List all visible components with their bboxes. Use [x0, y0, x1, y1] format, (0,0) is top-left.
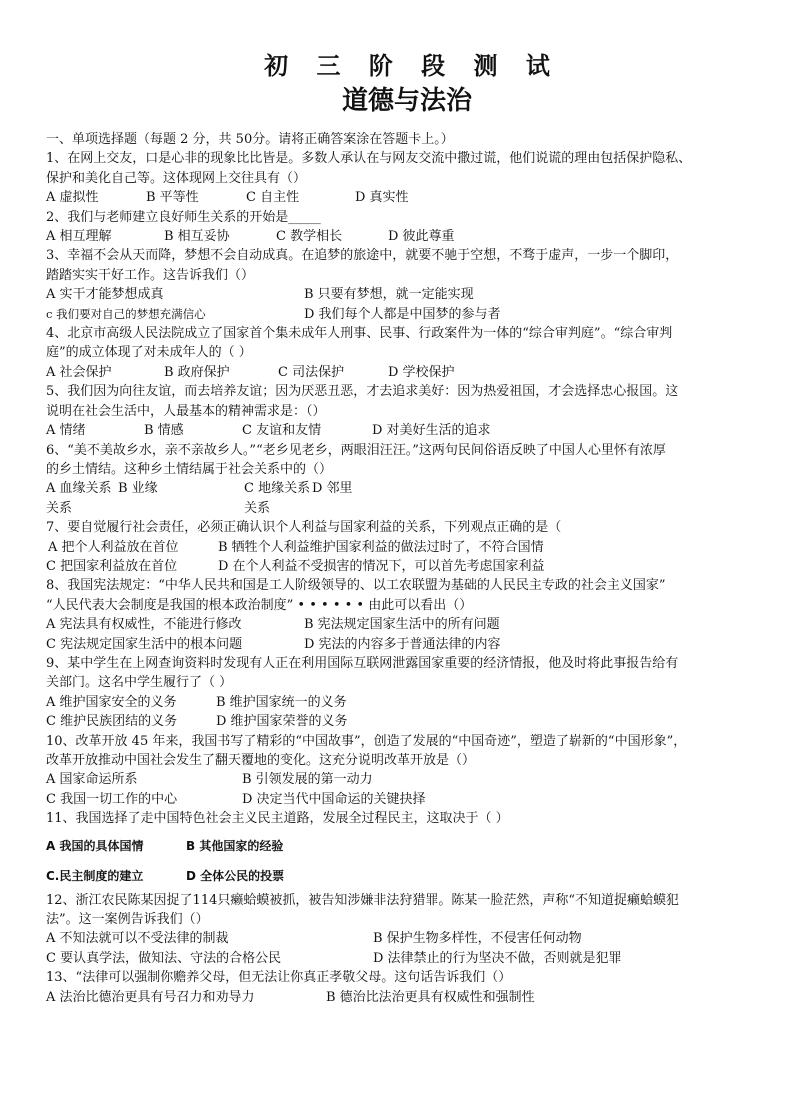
question-13-options-ab — [46, 988, 758, 1007]
question-13-stem: 13、“法律可以强制你赡养父母，但无法让你真正孝敬父母。这句话告诉我们（） — [46, 970, 512, 986]
option-a[interactable]: A 维护国家安全的义务 — [46, 694, 177, 710]
option-b[interactable]: B 引领发展的第一动力 — [242, 772, 373, 788]
option-d[interactable]: D 宪法的内容多于普通法律的内容 — [304, 636, 501, 652]
option-d[interactable]: D 维护国家荣誉的义务 — [216, 714, 348, 730]
option-a[interactable]: A 宪法具有权威性，不能进行修改 — [46, 617, 242, 633]
option-b-wrap: 关系 — [46, 500, 73, 516]
question-5-options — [46, 421, 758, 440]
option-d[interactable]: D 邻里 — [312, 481, 353, 497]
question-2-options — [46, 227, 758, 246]
question-6-options — [46, 479, 758, 498]
question-1-stem-cont: 保护和美化自己等。这体现网上交往具有（） — [46, 170, 307, 186]
option-c[interactable]: C 要认真学法，做知法、守法的合格公民 — [46, 950, 282, 966]
option-d[interactable]: D 全体公民的投票 — [186, 868, 285, 883]
option-d[interactable]: D 对美好生活的追求 — [372, 423, 491, 439]
option-b[interactable]: B 情感 — [144, 423, 184, 439]
question-3-stem-cont: 踏踏实实干好工作。这告诉我们（） — [46, 267, 255, 283]
question-7-options-ab — [46, 538, 758, 557]
option-a[interactable]: A 实干才能梦想成真 — [46, 287, 164, 303]
option-b[interactable]: B 保护生物多样性，不侵害任何动物 — [373, 931, 582, 947]
option-c[interactable]: C 教学相长 — [276, 229, 343, 245]
option-a[interactable]: A 相互理解 — [46, 229, 112, 245]
option-c[interactable]: C 自主性 — [246, 190, 300, 206]
question-6-stem-cont: 的乡土情结。这种乡土情结属于社会关系中的（） — [46, 461, 333, 477]
question-1-stem: 1、在网上交友，口是心非的现象比比皆是。多数人承认在与网友交流中撒过谎，他们说谎的理由包括保护隐私、 — [46, 151, 692, 167]
option-a[interactable]: A 我国的具体国情 — [46, 838, 144, 853]
exam-title: 初 三 阶 段 测 试 — [264, 52, 560, 80]
option-a[interactable]: A 法治比德治更具有号召力和劝导力 — [46, 989, 255, 1005]
question-6-options-wrap — [46, 499, 758, 518]
option-b[interactable]: B 政府保护 — [164, 364, 230, 380]
option-c[interactable]: c 我们要对自己的梦想充满信心 — [46, 306, 206, 321]
section-heading: 一、单项选择题（每题 2 分，共 50分。请将正确答案涂在答题卡上。） — [46, 132, 454, 147]
option-a[interactable]: A 国家命运所系 — [46, 772, 138, 788]
question-9-stem: 9、某中学生在上网查询资料时发现有人正在利用国际互联网泄露国家重要的经济情报，他及时将此事报告给有 — [46, 655, 679, 671]
option-c[interactable]: C.民主制度的建立 — [46, 868, 144, 883]
question-8-options-cd — [46, 635, 758, 654]
question-3-options-cd — [46, 305, 758, 324]
option-d[interactable]: D 决定当代中国命运的关键抉择 — [242, 791, 426, 807]
option-b[interactable]: B 维护国家统一的义务 — [216, 694, 347, 710]
question-12-stem-cont: 法”。这一案例告诉我们（） — [46, 912, 209, 928]
option-c-wrap: 关系 — [244, 500, 271, 516]
option-c[interactable]: C 友谊和友情 — [242, 423, 322, 439]
option-a[interactable]: A 社会保护 — [46, 364, 112, 380]
option-d[interactable]: D 我们每个人都是中国梦的参与者 — [304, 306, 501, 322]
question-3-stem: 3、幸福不会从天而降，梦想不会自动成真。在追梦的旅途中，就要不驰于空想，不骛于虚声，一步一个脚印， — [46, 248, 679, 264]
question-1-options — [46, 188, 758, 207]
option-b[interactable]: B 相互妥协 — [164, 229, 230, 245]
option-b[interactable]: B 业缘 — [118, 481, 158, 497]
question-5-stem-cont: 说明在社会生活中，人最基本的精神需求是：（） — [46, 403, 326, 419]
option-a[interactable]: A 把个人利益放在首位 — [48, 539, 179, 555]
option-b[interactable]: B 平等性 — [146, 190, 199, 206]
question-4-stem-cont: 庭”的成立体现了对未成年人的（ ） — [46, 345, 252, 361]
question-9-stem-cont: 关部门。这名中学生履行了（ ） — [46, 675, 233, 691]
option-a[interactable]: A 不知法就可以不受法律的制裁 — [46, 931, 229, 947]
question-7-stem: 7、要自觉履行社会责任，必须正确认识个人利益与国家利益的关系，下列观点正确的是（ — [46, 520, 562, 536]
question-10-stem: 10、改革开放 45 年来，我国书写了精彩的“中国故事”，创造了发展的“中国奇迹”，塑造了崭新的“中国形象”， — [46, 733, 687, 749]
question-8-stem-cont: “人民代表大会制度是我国的根本政治制度” • • • • • • 由此可以看出（） — [46, 597, 473, 613]
question-8-stem: 8、我国宪法规定：“中华人民共和国是工人阶级领导的、以工农联盟为基础的人民民主专政的社会主义国家” — [46, 578, 666, 594]
option-d[interactable]: D 真实性 — [355, 190, 409, 206]
question-2-stem: 2、我们与老师建立良好师生关系的开始是_____ — [46, 209, 321, 225]
option-c[interactable]: C 司法保护 — [278, 364, 345, 380]
option-d[interactable]: D 在个人利益不受损害的情况下，可以首先考虑国家利益 — [218, 558, 545, 574]
option-c[interactable]: C 我国一切工作的中心 — [46, 791, 178, 807]
option-c[interactable]: C 地缘关系 — [244, 481, 311, 497]
subject-title: 道德与法治 — [341, 86, 472, 116]
question-11-stem: 11、我国选择了走中国特色社会主义民主道路，发展全过程民主，这取决于（ ） — [46, 811, 509, 827]
option-a[interactable]: A 虚拟性 — [46, 190, 99, 206]
question-9-options-ab — [46, 693, 758, 712]
question-3-options-ab — [46, 285, 758, 304]
question-11-options-ab — [46, 831, 758, 861]
option-b[interactable]: B 只要有梦想，就一定能实现 — [304, 287, 474, 303]
option-c[interactable]: C 宪法规定国家生活中的根本问题 — [46, 636, 243, 652]
option-c[interactable]: C 维护民族团结的义务 — [46, 714, 178, 730]
option-b[interactable]: B 德治比法治更具有权威性和强制性 — [326, 989, 535, 1005]
question-5-stem: 5、我们因为向往友谊，而去培养友谊；因为厌恶丑恶，才去追求美好：因为热爱祖国，才会选择忠心报国。这 — [46, 384, 679, 400]
option-b[interactable]: B 其他国家的经验 — [186, 838, 284, 853]
option-d[interactable]: D 法律禁止的行为坚决不做，否则就是犯罪 — [373, 950, 622, 966]
question-12-options-ab — [46, 929, 758, 948]
question-10-options-ab — [46, 770, 758, 789]
option-a[interactable]: A 血缘关系 — [46, 481, 112, 497]
question-11-options-cd — [46, 861, 758, 891]
question-12-options-cd — [46, 949, 758, 968]
option-b[interactable]: B 牺牲个人利益维护国家利益的做法过时了，不符合国情 — [218, 539, 544, 555]
question-10-stem-cont: 改革开放推动中国社会发生了翻天覆地的变化。这充分说明改革开放是（） — [46, 753, 476, 768]
question-4-options — [46, 363, 758, 382]
question-9-options-cd — [46, 712, 758, 731]
option-b[interactable]: B 宪法规定国家生活中的所有问题 — [304, 617, 500, 633]
question-6-stem: 6、“美不美故乡水，亲不亲故乡人。”“老乡见老乡，两眼泪汪汪。”这两句民间俗语反映了中国人心里怀有浓厚 — [46, 442, 666, 458]
question-8-options-ab — [46, 615, 758, 634]
option-d[interactable]: D 学校保护 — [388, 364, 455, 380]
option-a[interactable]: A 情绪 — [46, 423, 86, 439]
question-10-options-cd — [46, 790, 758, 809]
question-4-stem: 4、北京市高级人民法院成立了国家首个集未成年人刑事、民事、行政案件为一体的“综合审判庭”。“综合审判 — [46, 326, 673, 342]
question-7-options-cd — [46, 557, 758, 576]
option-c[interactable]: C 把国家利益放在首位 — [46, 558, 178, 574]
question-12-stem: 12、浙江农民陈某因捉了114只癞蛤蟆被抓，被告知涉嫌非法狩猎罪。陈某一脸茫然，声称“不知道捉癞蛤蟆犯 — [46, 892, 680, 908]
option-d[interactable]: D 彼此尊重 — [388, 229, 455, 245]
exam-page — [46, 50, 758, 1007]
